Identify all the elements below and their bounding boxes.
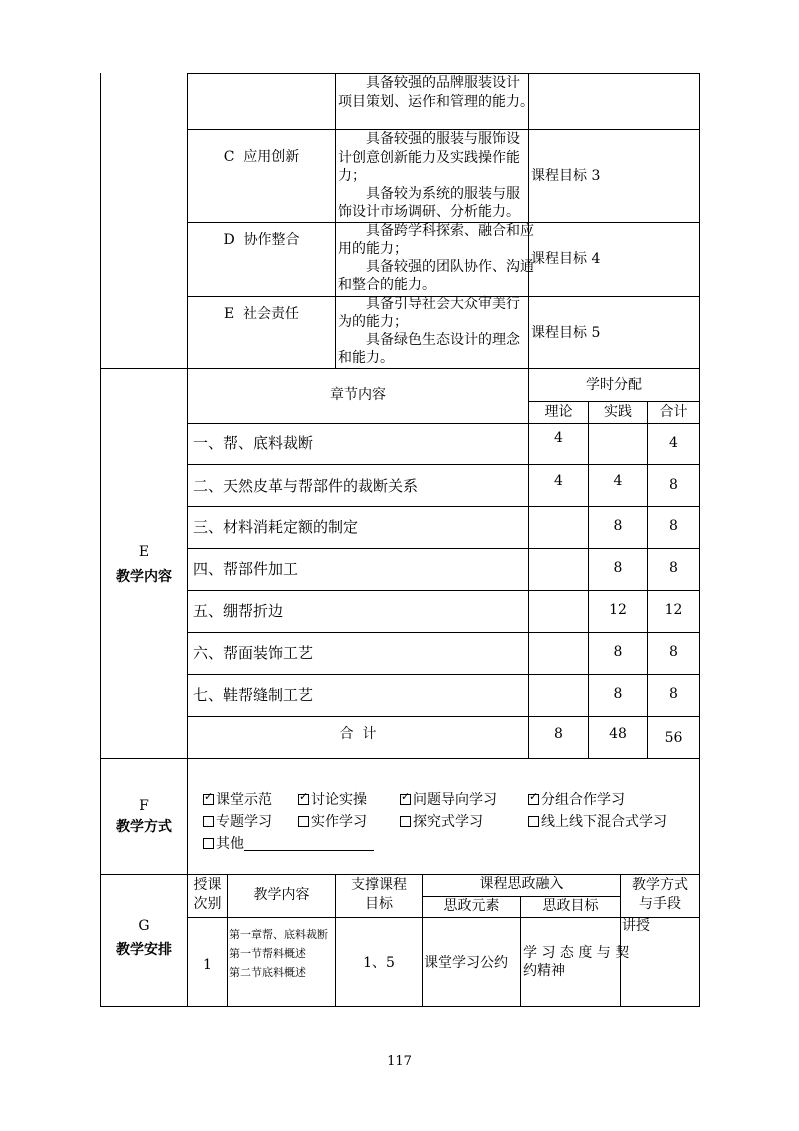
- method-option-label: 其他: [216, 836, 244, 852]
- checkbox-checked-icon: [528, 794, 539, 805]
- ability-label: D 协作整合: [223, 232, 300, 248]
- table-border-bottom: [100, 1006, 700, 1007]
- chapter-name: 一、帮、底料裁断: [193, 434, 314, 452]
- col-content-header: 教学内容: [253, 887, 310, 903]
- chapter-name: 六、帮面装饰工艺: [193, 644, 314, 662]
- table-border-left: [100, 73, 101, 1006]
- col-session-header: 次别: [193, 896, 222, 912]
- checkbox-icon: [298, 816, 309, 827]
- method-option[interactable]: [400, 791, 497, 811]
- checkbox-icon: [203, 816, 214, 827]
- chapter-total: 12: [664, 602, 683, 618]
- method-option[interactable]: [400, 813, 483, 833]
- section-f-title: 教学方式: [116, 819, 172, 835]
- session-ideology-goal: 约精神: [523, 963, 565, 979]
- ability-desc-line: 具备引导社会大众审美行: [338, 296, 520, 312]
- checkbox-checked-icon: [203, 794, 214, 805]
- method-option[interactable]: [203, 791, 272, 811]
- method-option-label: 探究式学习: [413, 814, 483, 830]
- table-border-right: [699, 73, 700, 1006]
- grid-line: [187, 423, 700, 424]
- page-number: 117: [387, 1054, 412, 1069]
- sum-theory: 8: [554, 726, 563, 742]
- method-option-label: 实作学习: [311, 814, 367, 830]
- ability-desc-line: 具备较强的团队协作、沟通: [338, 259, 534, 275]
- method-option-other[interactable]: [203, 835, 374, 855]
- grid-line: [100, 758, 700, 759]
- grid-line: [528, 401, 700, 402]
- chapter-total: 4: [669, 435, 678, 451]
- grid-line: [187, 506, 700, 507]
- chapter-practice: 8: [613, 644, 623, 660]
- chapter-total: 8: [669, 518, 678, 534]
- ability-desc-line: 为的能力；: [338, 314, 408, 330]
- section-e-title: 教学内容: [116, 569, 172, 585]
- sum-total: 56: [664, 730, 683, 746]
- session-content-line: 第二节底料概述: [229, 966, 306, 979]
- method-option[interactable]: [528, 791, 625, 811]
- ability-desc-line: 具备较强的品牌服装设计: [338, 75, 520, 91]
- section-f-code: F: [139, 798, 149, 814]
- grid-line: [187, 632, 700, 633]
- course-target: 课程目标 4: [531, 251, 601, 267]
- session-content-line: 第一章帮、底料裁断: [229, 928, 328, 941]
- grid-line: [187, 464, 700, 465]
- session-goal: 1、5: [363, 955, 395, 971]
- section-g-title: 教学安排: [116, 942, 172, 958]
- sum-practice: 48: [609, 726, 627, 742]
- chapter-name: 二、天然皮革与帮部件的裁断关系: [193, 477, 419, 495]
- ability-label: C 应用创新: [223, 149, 300, 165]
- col-practice-header: 实践: [604, 404, 632, 420]
- method-option[interactable]: [298, 791, 367, 811]
- method-option-label: 专题学习: [216, 814, 272, 830]
- grid-line: [528, 368, 529, 758]
- ability-label: E 社会责任: [223, 306, 300, 322]
- checkbox-icon: [400, 816, 411, 827]
- chapter-total: 8: [669, 644, 678, 660]
- grid-line: [187, 590, 700, 591]
- chapter-practice: 8: [613, 518, 623, 534]
- chapter-practice: 4: [613, 473, 623, 489]
- ability-desc-line: 具备较强的服装与服饰设: [338, 131, 520, 147]
- ability-desc-line: 计创意创新能力及实践操作能: [338, 150, 520, 166]
- ability-desc-line: 具备较为系统的服装与服: [338, 186, 520, 202]
- col-method-header: 与手段: [639, 896, 681, 912]
- chapter-total: 8: [669, 560, 678, 576]
- grid-line: [100, 368, 700, 369]
- col-session-header: 授课: [193, 877, 222, 893]
- chapter-total: 8: [669, 686, 678, 702]
- col-goal-header: 目标: [365, 896, 393, 912]
- chapter-theory: 4: [554, 430, 563, 446]
- chapter-practice: 8: [613, 560, 623, 576]
- col-method-header: 教学方式: [632, 877, 688, 893]
- checkbox-checked-icon: [298, 794, 309, 805]
- session-number: 1: [203, 957, 212, 973]
- chapter-practice: 8: [613, 686, 623, 702]
- chapter-name: 四、帮部件加工: [193, 560, 299, 578]
- method-option[interactable]: [528, 813, 667, 833]
- section-g-code: G: [138, 918, 150, 934]
- col-chapter-header: 章节内容: [330, 387, 386, 403]
- ability-desc-line: 饰设计市场调研、分析能力。: [338, 204, 520, 220]
- method-option[interactable]: [298, 813, 367, 833]
- other-blank-line: [244, 836, 374, 851]
- grid-line: [528, 73, 529, 368]
- course-target: 课程目标 3: [531, 168, 601, 184]
- chapter-theory: 4: [554, 473, 563, 489]
- session-content-line: 第一节帮料概述: [229, 947, 306, 960]
- chapter-name: 三、材料消耗定额的制定: [193, 518, 359, 536]
- checkbox-icon: [528, 816, 539, 827]
- ability-desc-line: 和整合的能力。: [338, 277, 436, 293]
- method-option-label: 线上线下混合式学习: [541, 814, 667, 830]
- method-option[interactable]: [203, 813, 272, 833]
- method-option-label: 讨论实操: [311, 792, 367, 808]
- session-ideology-element: 课堂学习公约: [424, 955, 508, 971]
- method-option-label: 课堂示范: [216, 792, 272, 808]
- grid-line: [187, 716, 700, 717]
- ability-desc-line: 项目策划、运作和管理的能力。: [338, 94, 534, 110]
- ability-desc-line: 力；: [338, 168, 366, 184]
- grid-line: [187, 548, 700, 549]
- col-goal-header: 支撑课程: [351, 877, 407, 893]
- session-ideology-goal: 学 习 态 度 与 契: [523, 945, 630, 961]
- method-option-label: 分组合作学习: [541, 792, 625, 808]
- ability-desc-line: 用的能力；: [338, 241, 408, 257]
- chapter-name: 五、绷帮折边: [193, 602, 284, 620]
- col-theory-header: 理论: [544, 404, 573, 420]
- chapter-name: 七、鞋帮缝制工艺: [193, 686, 314, 704]
- grid-line: [187, 674, 700, 675]
- sum-label: 合 计: [339, 726, 377, 742]
- ability-desc-line: 具备绿色生态设计的理念: [338, 332, 520, 348]
- checkbox-icon: [203, 838, 214, 849]
- checkbox-checked-icon: [400, 794, 411, 805]
- grid-line: [187, 73, 188, 1006]
- chapter-practice: 12: [609, 602, 627, 618]
- ability-desc-line: 具备跨学科探索、融合和应: [338, 223, 534, 239]
- col-hours-header: 学时分配: [586, 377, 642, 393]
- method-option-label: 问题导向学习: [413, 792, 497, 808]
- chapter-total: 8: [669, 477, 678, 493]
- grid-line: [335, 73, 336, 368]
- section-e-code: E: [138, 544, 150, 560]
- col-ideology-header: 课程思政融入: [479, 876, 564, 892]
- col-total-header: 合计: [659, 404, 688, 420]
- col-ideology-goal-header: 思政目标: [542, 898, 599, 914]
- session-method: 讲授: [622, 918, 650, 934]
- col-element-header: 思政元素: [443, 898, 500, 914]
- ability-desc-line: 和能力。: [338, 350, 394, 366]
- course-target: 课程目标 5: [531, 325, 601, 341]
